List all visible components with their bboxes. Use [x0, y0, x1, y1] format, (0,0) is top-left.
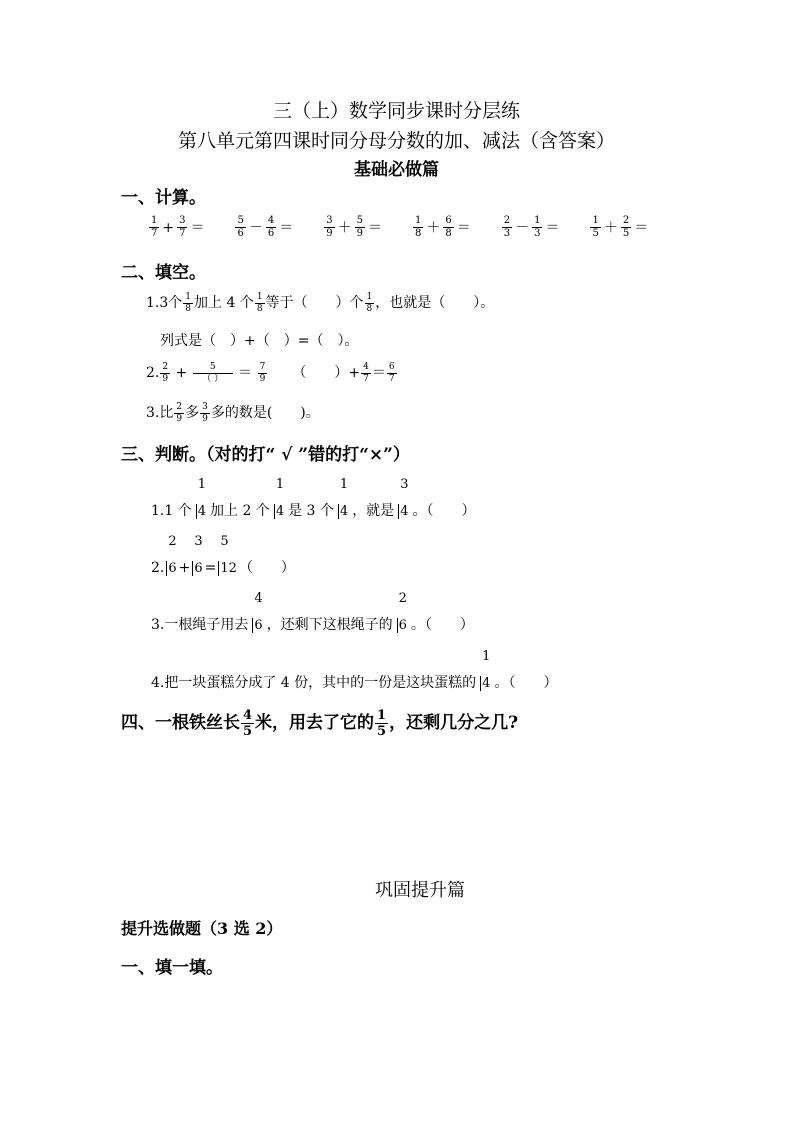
- advanced-section1-heading: 一、填一填。: [121, 958, 223, 978]
- section1-heading: 一、计算。: [121, 188, 206, 208]
- page-subtitle: 第八单元第四课时同分母分数的加、减法（含答案）: [177, 130, 615, 152]
- fraction: $\frac{1}{8}$: [366, 291, 373, 314]
- judge-question-3: 3.一根绳子用去 4 6 ，还剩下这根绳子的 2 6 。（ ）: [151, 591, 474, 633]
- judge-question-2: 2. 2 6 + 3 6 = 5 12 （ ）: [151, 534, 295, 576]
- section4-question: 四、一根铁丝长 $\frac{4}{5}$ 米，用去了它的 $\frac{1}{5}$ ，还剩几分之几?: [121, 708, 519, 739]
- section2-heading: 二、填空。: [121, 263, 206, 283]
- section-title-advanced: 巩固提升篇: [375, 880, 465, 901]
- fill-question-1: 1.3个 $\frac{1}{8}$ 加上 4 个 $\frac{1}{8}$ 等于（ ）个 $\frac{1}{8}$ ，也就是（ ）。: [146, 291, 495, 314]
- fill-question-1-formula: 列式是（ ）+（ ）=（ ）。: [160, 333, 359, 349]
- calc-item: $\frac{1}{8}$ ＋ $\frac{6}{8}$ ＝: [414, 215, 471, 239]
- advanced-subtitle: 提升选做题（3 选 2）: [121, 919, 283, 938]
- calc-row: [148, 216, 678, 239]
- section-title-basic: 基础必做篇: [354, 160, 439, 180]
- fraction: $\frac{1}{8}$: [256, 291, 263, 314]
- calc-item: $\frac{3}{9}$ ＋ $\frac{5}{9}$ ＝: [326, 215, 382, 239]
- judge-question-4: 4.把一块蛋糕分成了 4 份，其中的一份是这块蛋糕的 1 4 。（ ）: [151, 649, 558, 691]
- fraction: $\frac{1}{8}$: [185, 291, 191, 314]
- fill-question-3: 3.比 $\frac{2}{9}$ 多 $\frac{3}{9}$ 多的数是( )。: [146, 401, 320, 424]
- calc-item: $\frac{1}{7}$ + $\frac{3}{7}$ ＝: [151, 215, 205, 239]
- page-title: 三（上）数学同步课时分层练: [272, 100, 520, 122]
- calc-item: $\frac{5}{6}$ － $\frac{4}{6}$ ＝: [237, 215, 294, 239]
- judge-question-1: 1.1 个 1 4 加上 2 个 1 4 是 3 个 1 4 ，就是 3 4 。（ ）: [151, 477, 476, 519]
- calc-item: $\frac{2}{3}$ － $\frac{1}{3}$ ＝: [503, 215, 560, 239]
- fill-question-2: 2. $\frac{2}{9}$ + $\frac{5}{( )}$ ＝ $\frac{7}{9}$ （ ）+ $\frac{4}{7}$ ＝ $\frac{6}{7}$: [146, 361, 395, 384]
- calc-item: $\frac{1}{5}$ ＋ $\frac{2}{5}$ ＝: [592, 215, 649, 239]
- section3-heading: 三、判断。（对的打“ √ ”错的打“×”）: [121, 445, 410, 465]
